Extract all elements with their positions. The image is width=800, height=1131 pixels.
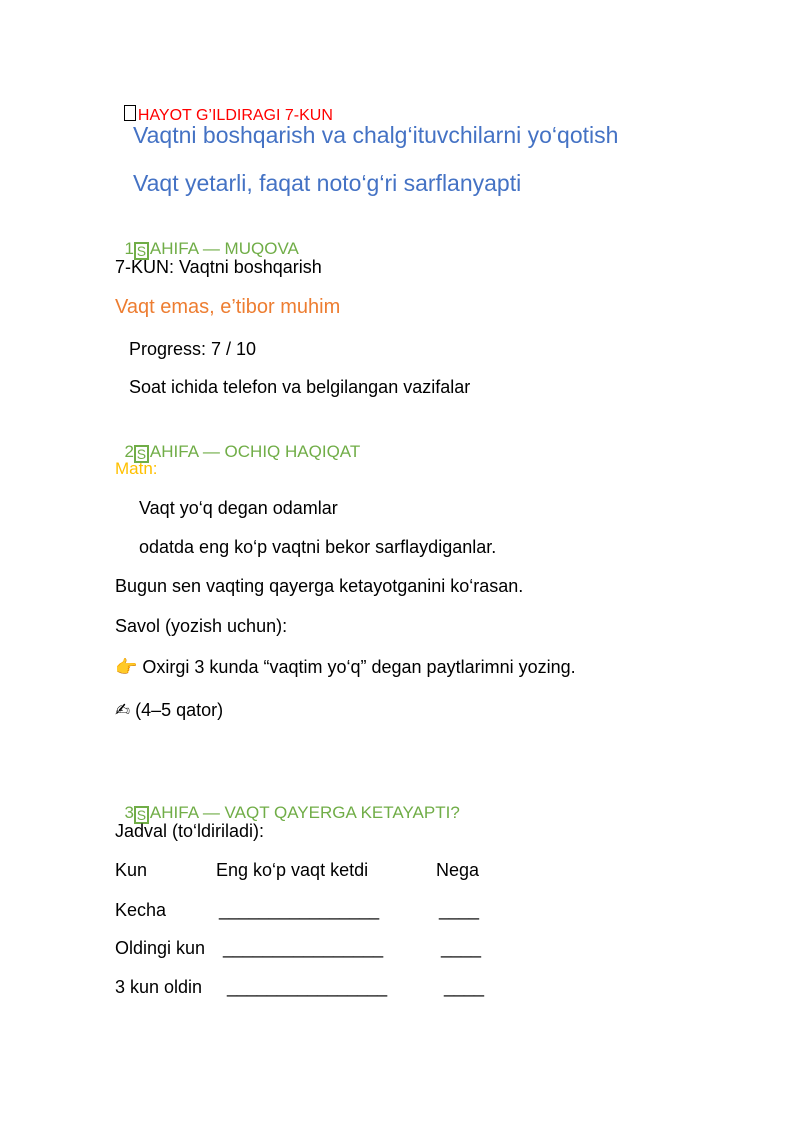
section-number: 1 [124,239,134,258]
table-row-blank[interactable]: ____ [439,900,480,920]
section-heading-text: AHIFA — VAQT QAYERGA KETAYAPTI? [149,803,460,822]
section-heading-3 [115,780,460,824]
today-line: Bugun sen vaqting qayerga ketayotganini ko‘rasan. [115,576,524,596]
series-title: HAYOT G’ILDIRAGI 7-KUN [137,107,333,124]
question-label: Savol (yozish uchun): [115,616,288,636]
table-row-blank[interactable]: ________________ [219,900,380,920]
table-row-day: Oldingi kun [115,938,206,958]
section-box-letter: S [134,242,149,260]
subtitle-2: Vaqt yetarli, faqat noto‘g‘ri sarflanyapti [133,170,522,196]
column-header-nega: Nega [436,860,480,880]
table-row-day: Kecha [115,900,167,920]
matn-line-2: odatda eng ko‘p vaqtni bekor sarflaydiganlar. [139,537,497,557]
section-heading-2 [115,419,360,463]
motto: Vaqt emas, e’tibor muhim [115,296,341,318]
section-number: 3 [124,803,134,822]
missing-glyph-icon [124,105,136,121]
rows-hint: ✍ (4–5 qator) [115,700,224,720]
section-box-letter: S [134,445,149,463]
table-row-blank[interactable]: ____ [444,977,485,997]
matn-line-1: Vaqt yo‘q degan odamlar [139,498,338,518]
table-label: Jadval (to‘ldiriladi): [115,821,265,841]
table-row-blank[interactable]: ____ [441,938,482,958]
column-header-kun: Kun [115,860,148,880]
section-heading-1 [115,216,299,260]
column-header-vaqt: Eng ko‘p vaqt ketdi [216,860,369,880]
note-text: Soat ichida telefon va belgilangan vazifalar [129,377,471,397]
question-text: 👉 Oxirgi 3 kunda “vaqtim yo‘q” degan paytlarimni yozing. [115,657,576,677]
matn-label: Matn: [115,459,158,478]
section-number: 2 [124,442,134,461]
progress-text: Progress: 7 / 10 [129,339,257,359]
day-title: 7-KUN: Vaqtni boshqarish [115,257,322,277]
section-box-letter: S [134,806,149,824]
table-row-blank[interactable]: ________________ [227,977,388,997]
section-heading-text: AHIFA — MUQOVA [149,239,299,258]
table-row-blank[interactable]: ________________ [223,938,384,958]
table-row-day: 3 kun oldin [115,977,203,997]
section-heading-text: AHIFA — OCHIQ HAQIQAT [149,442,361,461]
subtitle-1: Vaqtni boshqarish va chalg‘ituvchilarni yo‘qotish [133,122,619,148]
